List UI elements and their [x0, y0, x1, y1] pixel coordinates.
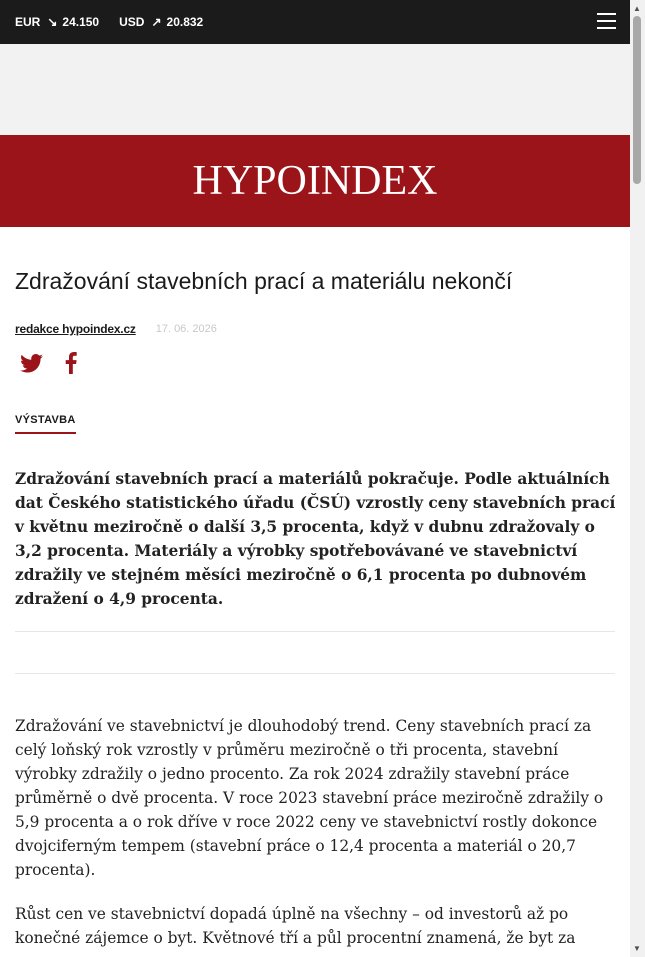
- scroll-down-icon[interactable]: ▼: [633, 944, 641, 953]
- article-paragraph: Zdražování ve stavebnictví je dlouhodobý trend. Ceny stavebních prací za celý loňský rok vzrostly v průměru meziročně o tři procenta, stavební výrobky zdražily o jedno procento. Za rok 2024 zdražily stavební práce průměrně o dvě procenta. V roce 2023 stavební práce meziročně zdražily o 5,9 procenta a o rok dříve v roce 2022 ceny ve stavebnictví rostly dokonce dvojciferným tempem (stavební práce o 12,4 procenta a materiál o 20,7 procenta).: [15, 717, 604, 879]
- usd-rate: [119, 15, 203, 29]
- page-scrollbar[interactable]: [630, 0, 645, 957]
- scrollbar-thumb[interactable]: [633, 16, 641, 184]
- share-bar: [20, 352, 77, 379]
- byline: [15, 322, 217, 336]
- brand-header: [0, 135, 630, 227]
- arrow-down-right-icon: ↘: [47, 15, 58, 29]
- site-logo[interactable]: HYPOINDEX: [192, 158, 438, 204]
- eur-value: 24.150: [62, 15, 100, 29]
- article-paragraph: Růst cen ve stavebnictví dopadá úplně na všechny – od investorů až po konečné zájemce o byt. Květnové tří a půl procentní znamená, že byt za: [15, 905, 576, 947]
- article-title: Zdražování stavebních prací a materiálu nekončí: [15, 268, 513, 294]
- twitter-icon[interactable]: [20, 354, 43, 378]
- usd-value: 20.832: [166, 15, 204, 29]
- author-link[interactable]: redakce hypoindex.cz: [15, 322, 136, 336]
- arrow-up-right-icon: ↗: [151, 15, 162, 29]
- top-bar: [0, 0, 630, 44]
- scroll-up-icon[interactable]: ▲: [633, 4, 641, 13]
- divider: [15, 673, 615, 674]
- eur-rate: [15, 15, 99, 29]
- ad-placeholder: [0, 44, 630, 135]
- article-perex: Zdražování stavebních prací a materiálů pokračuje. Podle aktuálních dat Českého statistického úřadu (ČSÚ) vzrostly ceny stavebních prací v květnu meziročně o další 3,5 procenta, když v dubnu zdražovaly o 3,2 procenta. Materiály a výrobky spotřebovávané ve stavebnictví zdražily ve stejném měsíci meziročně o 6,1 procenta po dubnovém zdražení o 4,9 procenta.: [15, 470, 616, 608]
- publish-date: 17. 06. 2026: [155, 323, 217, 335]
- usd-label: USD: [119, 15, 145, 29]
- category-tag[interactable]: VÝSTAVBA: [15, 414, 76, 434]
- divider: [15, 631, 615, 632]
- eur-label: EUR: [15, 15, 41, 29]
- facebook-icon[interactable]: [65, 352, 77, 379]
- hamburger-menu-icon[interactable]: [597, 13, 616, 29]
